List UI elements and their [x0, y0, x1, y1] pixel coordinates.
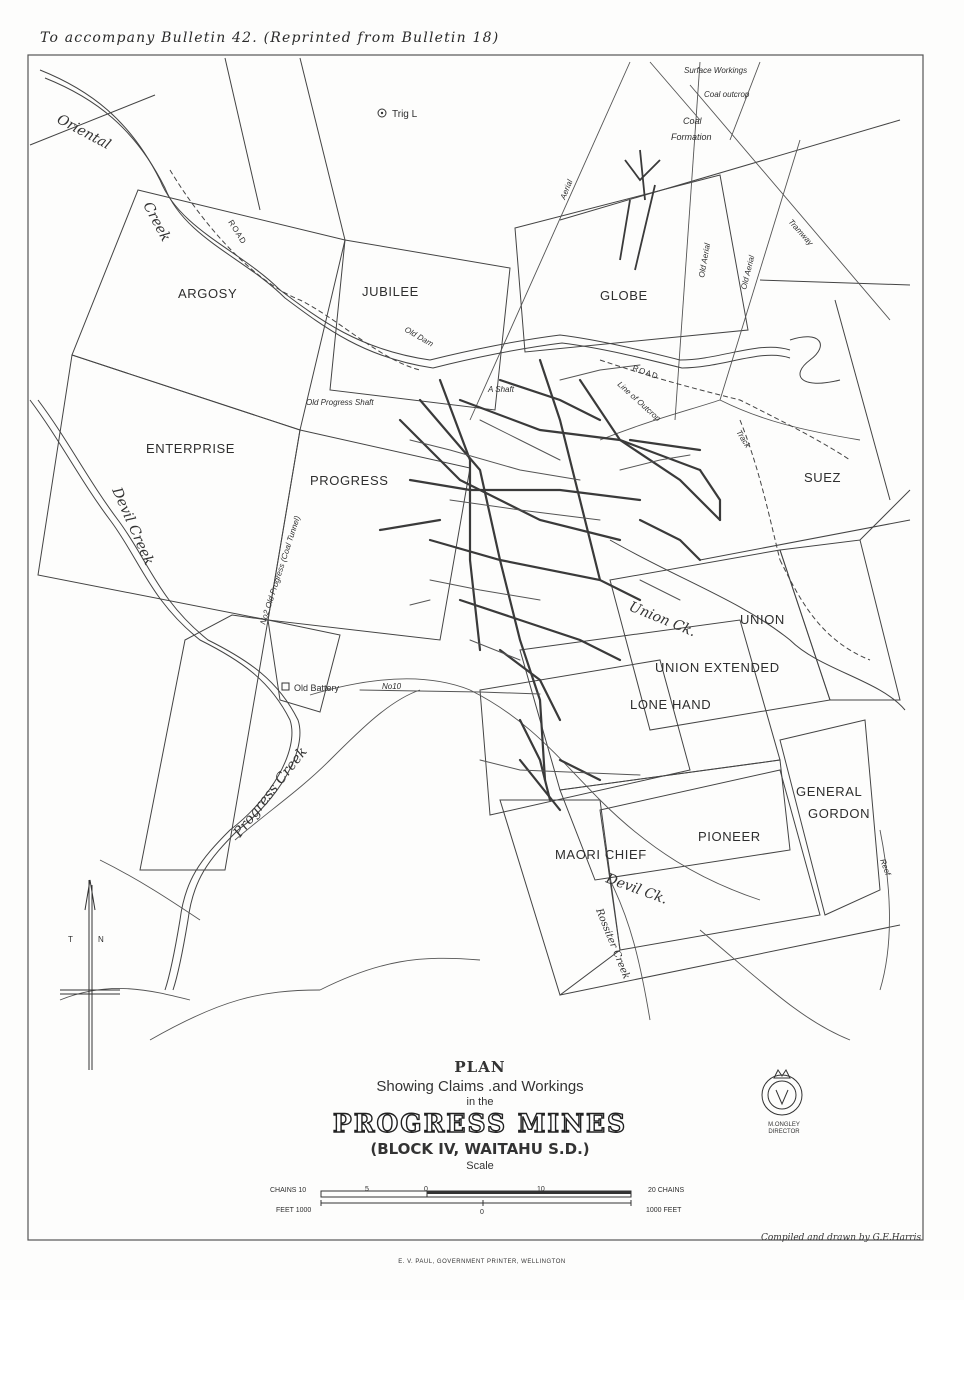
surface-workings-label: Surface Workings: [684, 66, 748, 75]
north-arrow: [60, 880, 120, 1070]
director-crest: [762, 1070, 802, 1115]
creek-rossiter-label: Rossiter Creek: [593, 907, 632, 981]
no10-label: No10: [382, 682, 402, 691]
claim-suez: SUEZ: [804, 470, 842, 485]
track-label: Track: [734, 428, 753, 450]
title-showing: Showing Claims .and Workings: [376, 1078, 584, 1095]
title-plan: PLAN: [454, 1058, 506, 1076]
creek-oriental-label: Oriental: [54, 111, 114, 153]
claim-lone-hand: LONE HAND: [630, 697, 712, 712]
claim-general: GENERAL: [796, 784, 863, 799]
north-arrow-t: T: [68, 935, 73, 944]
old-aerial-label-1: Old Aerial: [697, 242, 713, 279]
scale-chains-label: CHAINS 10: [270, 1187, 307, 1194]
trig-label: Trig L: [392, 109, 418, 120]
road-label-2: ROAD: [631, 363, 660, 382]
claim-globe: GLOBE: [600, 288, 648, 303]
a-shaft-label: A Shaft: [488, 385, 514, 394]
reef-label: Reef: [878, 857, 893, 877]
streams: [60, 400, 889, 1040]
old-dam-label: Old Dam: [403, 324, 435, 349]
coal-formation-workings: [620, 150, 660, 270]
creek-union-ck-label: Union Ck.: [626, 598, 699, 641]
coal-outcrop-label: Coal outcrop: [704, 90, 750, 99]
claim-union: UNION: [740, 612, 785, 627]
mine-workings: [380, 360, 720, 810]
aerial-lines: [470, 62, 890, 420]
claim-pioneer: PIONEER: [698, 829, 761, 844]
scale-chains-end: 20 CHAINS: [648, 1187, 685, 1194]
old-progress-shaft-label: Old Progress Shaft: [306, 398, 374, 407]
old-battery-marker: [282, 683, 289, 690]
title-scale: Scale: [466, 1160, 494, 1172]
old-aerial-label-2: Old Aerial: [739, 254, 757, 291]
claim-argosy: ARGOSY: [178, 286, 238, 301]
scale-tick-10: 10: [537, 1186, 545, 1193]
trig-marker-dot: [381, 112, 383, 114]
title-block: [300, 1058, 660, 1172]
scale-tick-0: 0: [424, 1186, 428, 1193]
claim-progress: PROGRESS: [310, 473, 389, 488]
scale-feet-zero: 0: [480, 1209, 484, 1216]
creek-progress-label: Progress Creek: [230, 744, 311, 841]
creek-devil-ck-label: Devil Ck.: [603, 870, 670, 908]
creek-devil-label: Devil Creek: [108, 485, 157, 568]
header-note: To accompany Bulletin 42. (Reprinted from Bulletin 18): [40, 30, 500, 46]
old-progress-tunnel-label: No2 Old Progress (Coal Tunnel): [258, 514, 303, 626]
claim-maori-chief: MAORI CHIEF: [555, 847, 647, 862]
line-of-outcrop-label: Line of Outcrop: [615, 379, 663, 424]
formation-label: Formation: [671, 132, 712, 142]
title-in-the: in the: [466, 1096, 494, 1108]
road-label-1: ROAD: [226, 218, 249, 247]
title-block-ref: (BLOCK IV, WAITAHU S.D.): [370, 1140, 590, 1158]
claim-gordon: GORDON: [808, 806, 871, 821]
claim-enterprise: ENTERPRISE: [146, 441, 236, 456]
director-name: M.ONGLEY: [768, 1122, 800, 1128]
scale-bar-fill: [427, 1191, 631, 1194]
mine-workings-fine: [360, 365, 690, 775]
tramway-label: Tramway: [786, 217, 815, 248]
old-battery-label: Old Battery: [294, 683, 340, 693]
scale-tick-5: 5: [365, 1186, 369, 1193]
title-mines: PROGRESS MINES: [332, 1109, 628, 1138]
north-arrow-n: N: [98, 935, 104, 944]
claim-jubilee: JUBILEE: [362, 284, 419, 299]
footer-band: [0, 1300, 964, 1390]
credit-line: Compiled and drawn by G.E.Harris: [761, 1233, 922, 1243]
director-title: DIRECTOR: [768, 1129, 800, 1135]
creek-oriental-creek-label: Creek: [139, 199, 174, 245]
scale-feet-end: 1000 FEET: [646, 1207, 682, 1214]
aerial-label: Aerial: [558, 178, 575, 201]
director-caption: [756, 1122, 812, 1136]
scale-feet-label: FEET 1000: [276, 1207, 312, 1214]
coal-label: Coal: [683, 116, 702, 126]
claim-union-extended: UNION EXTENDED: [655, 660, 780, 675]
printer-line: E. V. PAUL, GOVERNMENT PRINTER, WELLINGTON: [398, 1259, 566, 1265]
